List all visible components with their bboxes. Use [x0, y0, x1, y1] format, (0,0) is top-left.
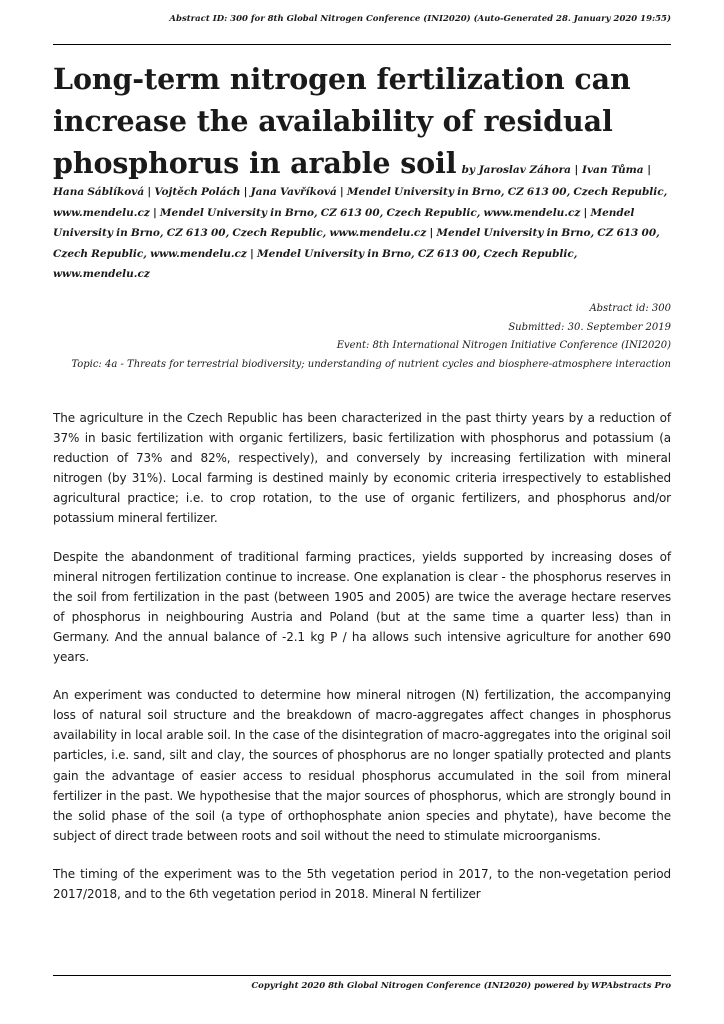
submitted-date: Submitted: 30. September 2019 — [508, 321, 671, 333]
page-footer: Copyright 2020 8th Global Nitrogen Conference (INI2020) powered by WPAbstracts Pro — [251, 981, 671, 991]
paragraph-3: An experiment was conducted to determine how mineral nitrogen (N) fertilization, the accompanying loss of natural soil structure and the breakdown of macro-aggregates affect changes in phosphorus availability in local arable soil. In the case of the disintegration of macro-aggregates into the original soil particles, i.e. sand, silt and clay, the sources of phosphorus are no longer spatially protected and plants gain the advantage of easier access to residual phosphorus accumulated in the soil from mineral fertilizer in the past. We hypothesise that the major sources of phosphorus, which are strongly bound in the solid phase of the soil (a type of orthophosphate anion species and phytate), have become the subject of direct trade between roots and soil without the need to stimulate microorganisms. — [53, 688, 671, 843]
title-block — [53, 58, 671, 184]
page-header: Abstract ID: 300 for 8th Global Nitrogen Conference (INI2020) (Auto-Generated 28. January 2020 19:55) — [169, 14, 671, 24]
event-name: Event: 8th International Nitrogen Initiative Conference (INI2020) — [336, 340, 671, 351]
footer-divider — [53, 975, 671, 976]
abstract-title: Long-term nitrogen fertilization can increase the availability of residual phosphorus in arable soil — [53, 62, 631, 180]
paragraph-2: Despite the abandonment of traditional farming practices, yields supported by increasing doses of mineral nitrogen fertilization continue to increase. One explanation is clear - the phosphorus reserves in the soil from fertilization in the past (between 1905 and 2005) are twice the average hectare reserves of phosphorus in neighbouring Austria and Poland (but at the same time a quarter less) than in Germany. And the annual balance of -2.1 kg P / ha allows such intensive agriculture for another 690 years. — [53, 549, 671, 665]
paragraph-1: The agriculture in the Czech Republic has been characterized in the past thirty years by a reduction of 37% in basic fertilization with organic fertilizers, basic fertilization with phosphorus and potassium (a reduction of 73% and 82%, respectively), and conversely by increasing fertilization with mineral nitrogen (by 31%). Local farming is destined mainly by economic criteria irrespectively to established agricultural practice; i.e. to crop rotation, to the use of organic fertilizers, and phosphorus and/or potassium mineral fertilizer. — [53, 411, 671, 526]
header-divider — [53, 44, 671, 45]
abstract-body — [53, 408, 671, 922]
abstract-metadata — [53, 300, 671, 374]
abstract-id: Abstract id: 300 — [589, 303, 671, 314]
authors-affiliations: Hana Sáblíková | Vojtěch Polách | Jana Vavříková | Mendel University in Brno, CZ 613 00, Czech Republic, www.mendelu.cz | Mendel University in Brno, CZ 613 00, Czech Republic, www.mendelu.cz | Mendel University in Brno, CZ 613 00, Czech Republic, www.mendelu.cz | Mendel University in Brno, CZ 613 00, Czech Republic, www.mendelu.cz | Mendel University in Brno, CZ 613 00, Czech Republic, www.mendelu.cz — [53, 186, 668, 281]
authors-first-line: by Jaroslav Záhora | Ivan Tůma | — [461, 164, 652, 176]
paragraph-4: The timing of the experiment was to the 5th vegetation period in 2017, to the non-vegetation period 2017/2018, and to the 6th vegetation period in 2018. Mineral N fertilizer — [53, 866, 671, 901]
topic: Topic: 4a - Threats for terrestrial biodiversity; understanding of nutrient cycles and biosphere-atmosphere interaction — [71, 358, 671, 370]
